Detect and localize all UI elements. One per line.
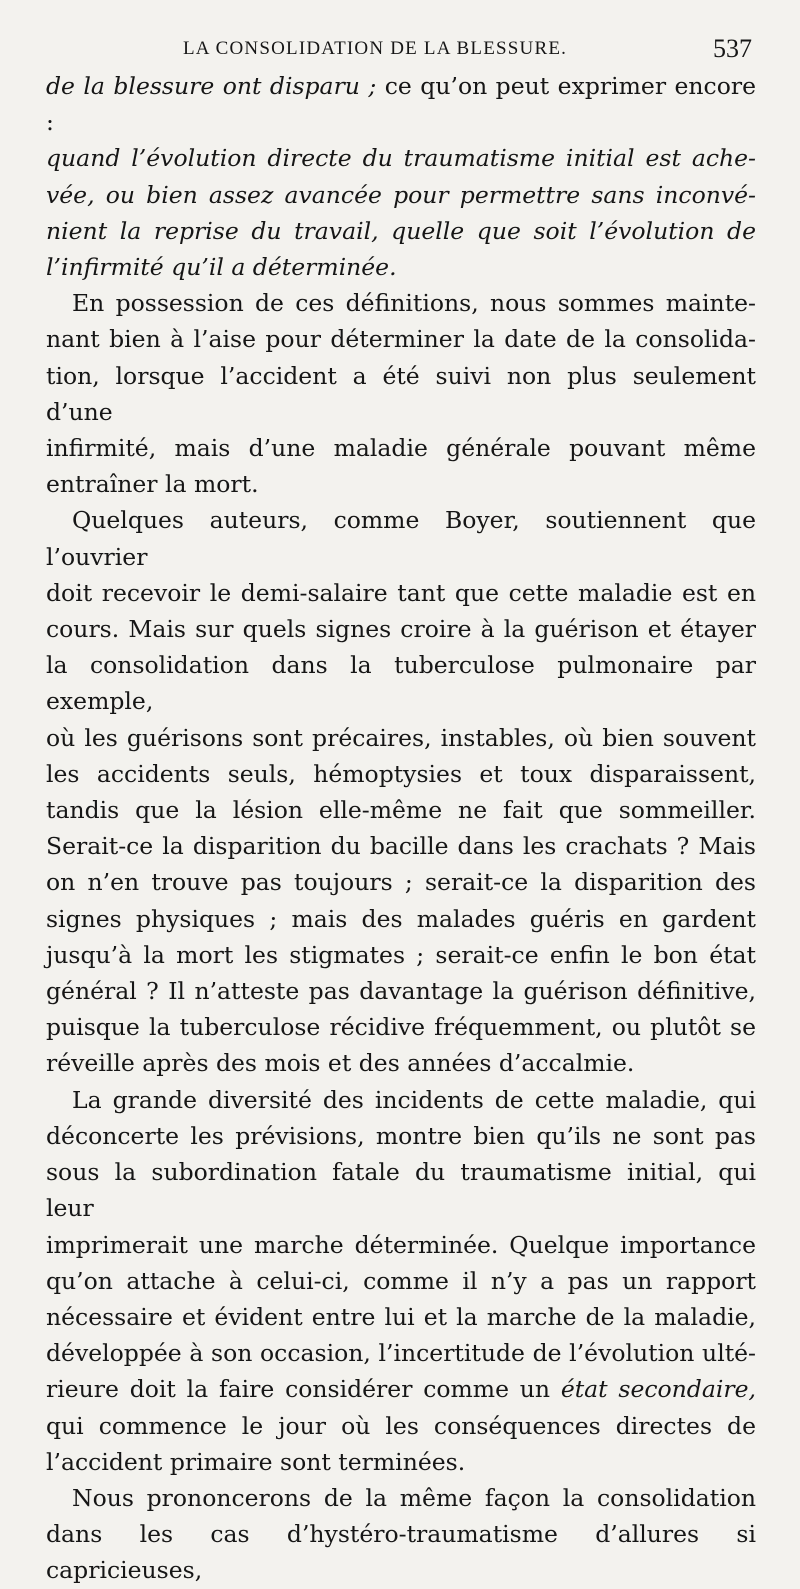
text-line: les accidents seuls, hémoptysies et toux disparaissent, <box>46 759 756 788</box>
text-line: nécessaire et évident entre lui et la marche de la maladie, <box>46 1302 756 1331</box>
text-span: Quelques auteurs, comme Boyer, soutiennent que l’ouvrier <box>46 506 756 571</box>
text-line <box>46 68 756 140</box>
text-line: tion, lorsque l’accident a été suivi non plus seulement d’une <box>46 361 756 426</box>
text-line: dans les cas d’hystéro-traumatisme d’allures si capricieuses, <box>46 1520 756 1585</box>
text-line: qu’on attache à celui-ci, comme il n’y a pas un rapport <box>46 1266 756 1295</box>
text-line: l’accident primaire sont terminées. <box>46 1447 466 1476</box>
text-line: déconcerte les prévisions, montre bien qu’ils ne sont pas <box>46 1121 756 1150</box>
text-line: sous la subordination fatale du traumatisme initial, qui leur <box>46 1158 756 1223</box>
text-line: imprimerait une marche déterminée. Quelque importance <box>46 1230 756 1259</box>
text-line: tandis que la lésion elle-même ne fait que sommeiller. <box>46 796 756 825</box>
italic-text: vée, ou bien assez avancée pour permettre sans inconvé- <box>46 180 756 209</box>
text-line: signes physiques ; mais des malades guéris en gardent <box>46 904 756 933</box>
text-line <box>46 1371 756 1407</box>
text-line <box>46 285 756 321</box>
text-line: où les guérisons sont précaires, instables, où bien souvent <box>46 723 756 752</box>
text-span: rieure doit la faire considérer comme un <box>46 1375 561 1404</box>
text-span: La grande diversité des incidents de cette maladie, qui <box>72 1085 756 1114</box>
text-line: réveille après des mois et des années d’accalmie. <box>46 1049 635 1078</box>
text-line: qui commence le jour où les conséquences directes de <box>46 1411 756 1440</box>
italic-text: de la blessure ont disparu ; <box>46 72 377 100</box>
text-line: nant bien à l’aise pour déterminer la date de la consolida- <box>46 325 756 354</box>
text-line: la consolidation dans la tuberculose pulmonaire par exemple, <box>46 651 756 716</box>
text-line: Serait-ce la disparition du bacille dans les crachats ? Mais <box>46 832 756 861</box>
page-number: 537 <box>713 34 752 63</box>
text-line: développée à son occasion, l’incertitude de l’évolution ulté- <box>46 1339 756 1368</box>
text-line: infirmité, mais d’une maladie générale pouvant même <box>46 434 756 463</box>
text-line: cours. Mais sur quels signes croire à la guérison et étayer <box>46 615 756 644</box>
italic-text: état secondaire, <box>560 1375 756 1404</box>
text-line: jusqu’à la mort les stigmates ; serait-ce enfin le bon état <box>46 940 756 969</box>
italic-text: l’infirmité qu’il a déterminée. <box>46 253 397 282</box>
text-line: on n’en trouve pas toujours ; serait-ce la disparition des <box>46 868 756 897</box>
running-title: LA CONSOLIDATION DE LA BLESSURE. <box>183 38 568 59</box>
italic-text: nient la reprise du travail, quelle que soit l’évolution de <box>46 216 756 245</box>
page-header <box>183 34 752 70</box>
italic-text: quand l’évolution directe du traumatisme initial est ache- <box>46 144 756 173</box>
text-line <box>46 249 756 285</box>
text-line <box>46 502 756 574</box>
text-line: entraîner la mort. <box>46 470 259 499</box>
text-span: Nous prononcerons de la même façon la consolidation <box>72 1483 756 1512</box>
text-line <box>46 213 756 249</box>
text-line: général ? Il n’atteste pas davantage la guérison définitive, <box>46 977 756 1006</box>
text-span: En possession de ces définitions, nous sommes mainte- <box>72 289 756 318</box>
text-line <box>46 1082 756 1118</box>
text-line: doit recevoir le demi-salaire tant que cette maladie est en <box>46 578 756 607</box>
text-span: ce qu’on peut exprimer encore : <box>46 72 756 137</box>
text-line <box>46 140 756 176</box>
text-line <box>46 177 756 213</box>
page-body <box>46 68 756 1589</box>
text-line <box>46 1480 756 1516</box>
text-line: puisque la tuberculose récidive fréquemment, ou plutôt se <box>46 1013 756 1042</box>
